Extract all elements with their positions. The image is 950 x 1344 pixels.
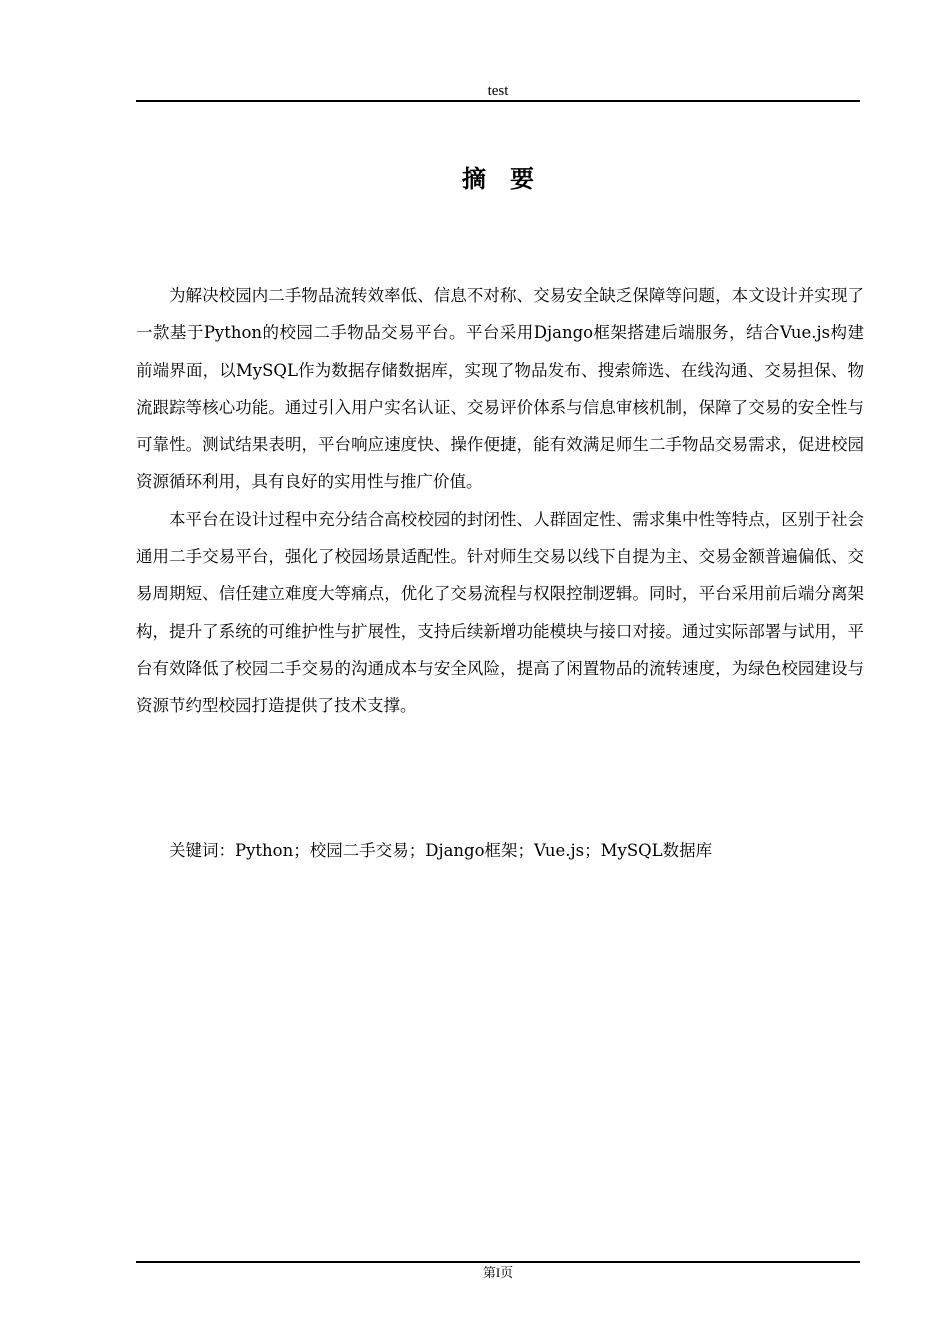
abstract-paragraph-2: 本平台在设计过程中充分结合高校校园的封闭性、人群固定性、需求集中性等特点，区别于社会通用二手交易平台，强化了校园场景适配性。针对师生交易以线下自提为主、交易金额普遍偏低、交易周期短、信任建立难度大等痛点，优化了交易流程与权限控制逻辑。同时，平台采用前后端分离架构，提升了系统的可维护性与扩展性，支持后续新增功能模块与接口对接。通过实际部署与试用，平台有效降低了校园二手交易的沟通成本与安全风险，提高了闲置物品的流转速度，为绿色校园建设与资源节约型校园打造提供了技术支撑。 <box>136 509 864 716</box>
keywords-line: 关键词：Python；校园二手交易；Django框架；Vue.js；MySQL数据库 <box>169 841 713 860</box>
abstract-title: 摘要 <box>462 165 558 193</box>
header-divider <box>136 100 860 102</box>
abstract-paragraph-1: 为解决校园内二手物品流转效率低、信息不对称、交易安全缺乏保障等问题，本文设计并实现了一款基于Python的校园二手物品交易平台。平台采用Django框架搭建后端服务，结合Vue.js构建前端界面，以MySQL作为数据存储数据库，实现了物品发布、搜索筛选、在线沟通、交易担保、物流跟踪等核心功能。通过引入用户实名认证、交易评价体系与信息审核机制，保障了交易的安全性与可靠性。测试结果表明，平台响应速度快、操作便捷，能有效满足师生二手物品交易需求，促进校园资源循环利用，具有良好的实用性与推广价值。 <box>136 286 864 492</box>
footer-divider <box>136 1261 860 1263</box>
abstract-body <box>136 277 864 725</box>
page-header: test <box>487 83 509 99</box>
page-number: 第I页 <box>482 1265 514 1280</box>
